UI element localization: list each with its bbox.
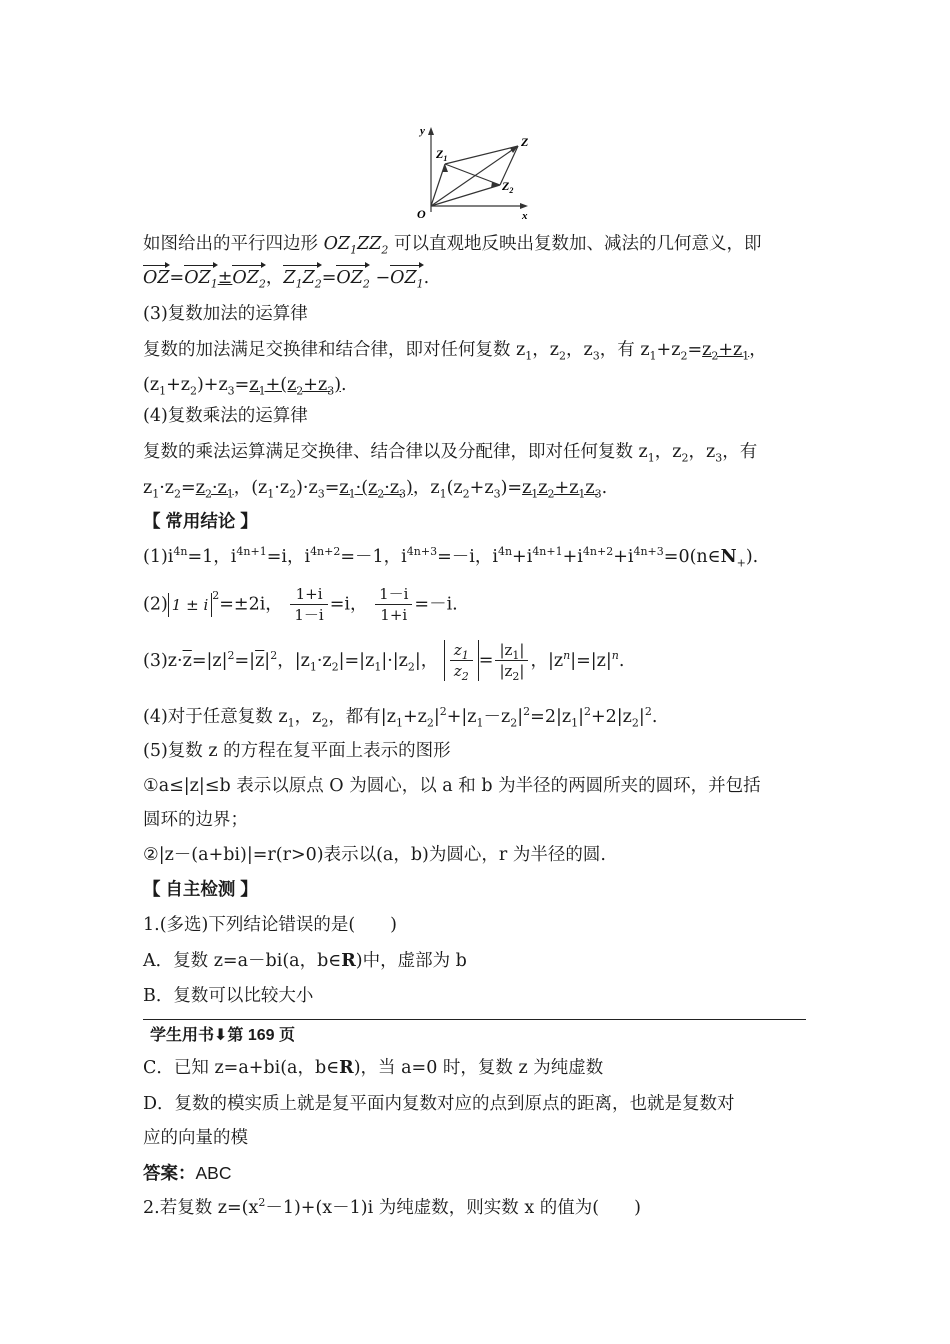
label-y: y (420, 125, 425, 137)
abs-fraction: $\frac{z_1}{z_2}$ (444, 640, 479, 681)
answer-value: ABC (195, 1163, 232, 1183)
conclusion-5: (5)复数 z 的方程在复平面上表示的图形 (143, 741, 451, 761)
vector-oz: OZ (143, 268, 170, 288)
diagonal-z1z2 (445, 164, 500, 185)
label-z2: $Z_2$ (502, 179, 514, 195)
conclusion-5-item-1-cont: 圆环的边界； (143, 810, 248, 830)
answer-distributive: $z_1z_2+z_1z_3$ (522, 478, 602, 501)
para-addition-laws-line1: 复数的加法满足交换律和结合律，即对任何复数 $z_1$，$z_2$，$z_3$，有 $z_1+z_2=z_2+z_1$， (143, 340, 767, 363)
fraction-1: $\frac{1+i}{1-i}$ (290, 584, 327, 625)
question-1: 1.(多选)下列结论错误的是( ) (143, 915, 398, 935)
vector-oz2: $OZ_2$ (232, 268, 266, 291)
heading-multiplication-laws: (4)复数乘法的运算律 (143, 406, 308, 426)
label-o: O (417, 207, 426, 221)
para-geometric-meaning-line1: 如图给出的平行四边形 $OZ_1ZZ_2$ 可以直观地反映出复数加、减法的几何意义，即 (143, 234, 762, 257)
heading-addition-laws: (3)复数加法的运算律 (143, 304, 308, 324)
answer-commutative: $z_2+z_1$ (702, 340, 750, 363)
question-1-option-b: B．复数可以比较大小 (143, 986, 314, 1006)
side-oz2 (431, 185, 500, 206)
vector-oz2-b: $OZ_2$ (336, 268, 370, 291)
question-1-option-c: C．已知 z=a+bi(a，b∈R)，当 a=0 时，复数 z 为纯虚数 (143, 1058, 604, 1078)
fraction-2: $\frac{1-i}{1+i}$ (375, 584, 412, 625)
para-addition-laws-line2: $(z_1+z_2)+z_3=z_1+(z_2+z_3)$. (143, 375, 347, 398)
answer-mult-associative: $z_1\cdot(z_2\cdot z_3)$ (339, 478, 413, 501)
side-z1z (445, 146, 518, 164)
question-2: 2.若复数 $z=(x^2-1)+(x-1)i$ 为纯虚数，则实数 x 的值为( ) (143, 1196, 641, 1218)
para-geometric-meaning-line2: $OZ=OZ_1\pm OZ_2$，$Z_1Z_2=OZ_2 -OZ_1$. (143, 268, 430, 291)
answer-label: 答案： (143, 1163, 196, 1183)
page-divider (143, 1019, 806, 1020)
conclusion-1: $(1)i^{4n}=1$，$i^{4n+1}=i$，$i^{4n+2}=-1$，$i^{4n+3}=-i$，$i^{4n}+i^{4n+1}+i^{4n+2}+i^{4n+3}=0(n\in N_+)$. (143, 545, 759, 570)
answer-mult-commutative: $z_2\cdot z_1$ (195, 478, 234, 501)
section-self-check: 【 自主检测 】 (143, 879, 258, 899)
question-1-option-d: D．复数的模实质上就是复平面内复数对应的点到原点的距离，也就是复数对 (143, 1094, 735, 1114)
parallelogram-figure (412, 122, 542, 222)
question-1-option-d-cont: 应的向量的模 (143, 1128, 248, 1148)
vector-oz1-b: $OZ_1$ (390, 268, 424, 291)
conclusion-2: (2) 1 ± i $^2$=±2i， $\frac{1+i}{1-i}$ =i， $\frac{1-i}{1+i}$ =－i. (143, 585, 458, 624)
para-multiplication-laws-line1: 复数的乘法运算满足交换律、结合律以及分配律，即对任何复数 $z_1$，$z_2$，$z_3$，有 (143, 442, 758, 465)
conclusion-5-item-1: ①a≤|z|≤b 表示以原点 O 为圆心，以 a 和 b 为半径的两圆所夹的圆环，并包括 (143, 776, 761, 796)
x-axis-arrow (520, 203, 528, 209)
label-z: Z (521, 135, 529, 149)
vector-oz1: $OZ_1$ (184, 268, 218, 291)
answer-associative: $z_1+(z_2+z_3)$ (249, 375, 342, 398)
fraction-abs-ratio: $\frac{|z_1|}{|z_2|}$ (495, 640, 528, 681)
answer-line (143, 1161, 808, 1186)
conclusion-3: $(3)z\cdot\overline{z}=|z|^2=|\overline{z}|^2$，$|z_1\cdot z_2|=|z_1|\cdot|z_2|$， $\frac{z_1}{z_2}$ = $\frac{|z_1|}{|z_2|}$ ，$|z^n|=|z|^n$. (143, 641, 625, 683)
conclusion-4: (4)对于任意复数 $z_1$，$z_2$，都有$|z_1+z_2|^2+|z_1-z_2|^2=2|z_1|^2+2|z_2|^2$. (143, 705, 658, 730)
para-multiplication-laws-line2: $z_1\cdot z_2=z_2\cdot z_1$，$(z_1\cdot z_2)\cdot z_3=z_1\cdot(z_2\cdot z_3)$，$z_1(z_2+z_3)=z_1z_2+z_1z_3$. (143, 478, 608, 501)
label-x: x (522, 210, 528, 222)
section-common-conclusions: 【 常用结论 】 (143, 511, 258, 531)
page-footer-label: 学生用书⬇第 169 页 (150, 1027, 295, 1044)
y-axis-arrow (428, 127, 434, 135)
conclusion-5-item-2: ②|z－(a+bi)|=r(r>0)表示以(a，b)为圆心，r 为半径的圆. (143, 845, 606, 865)
vector-z1z2: $Z_1Z_2$ (283, 268, 322, 291)
question-1-option-a: A．复数 z=a－bi(a，b∈R)中，虚部为 b (143, 951, 467, 971)
label-z1: $Z_1$ (436, 147, 448, 163)
